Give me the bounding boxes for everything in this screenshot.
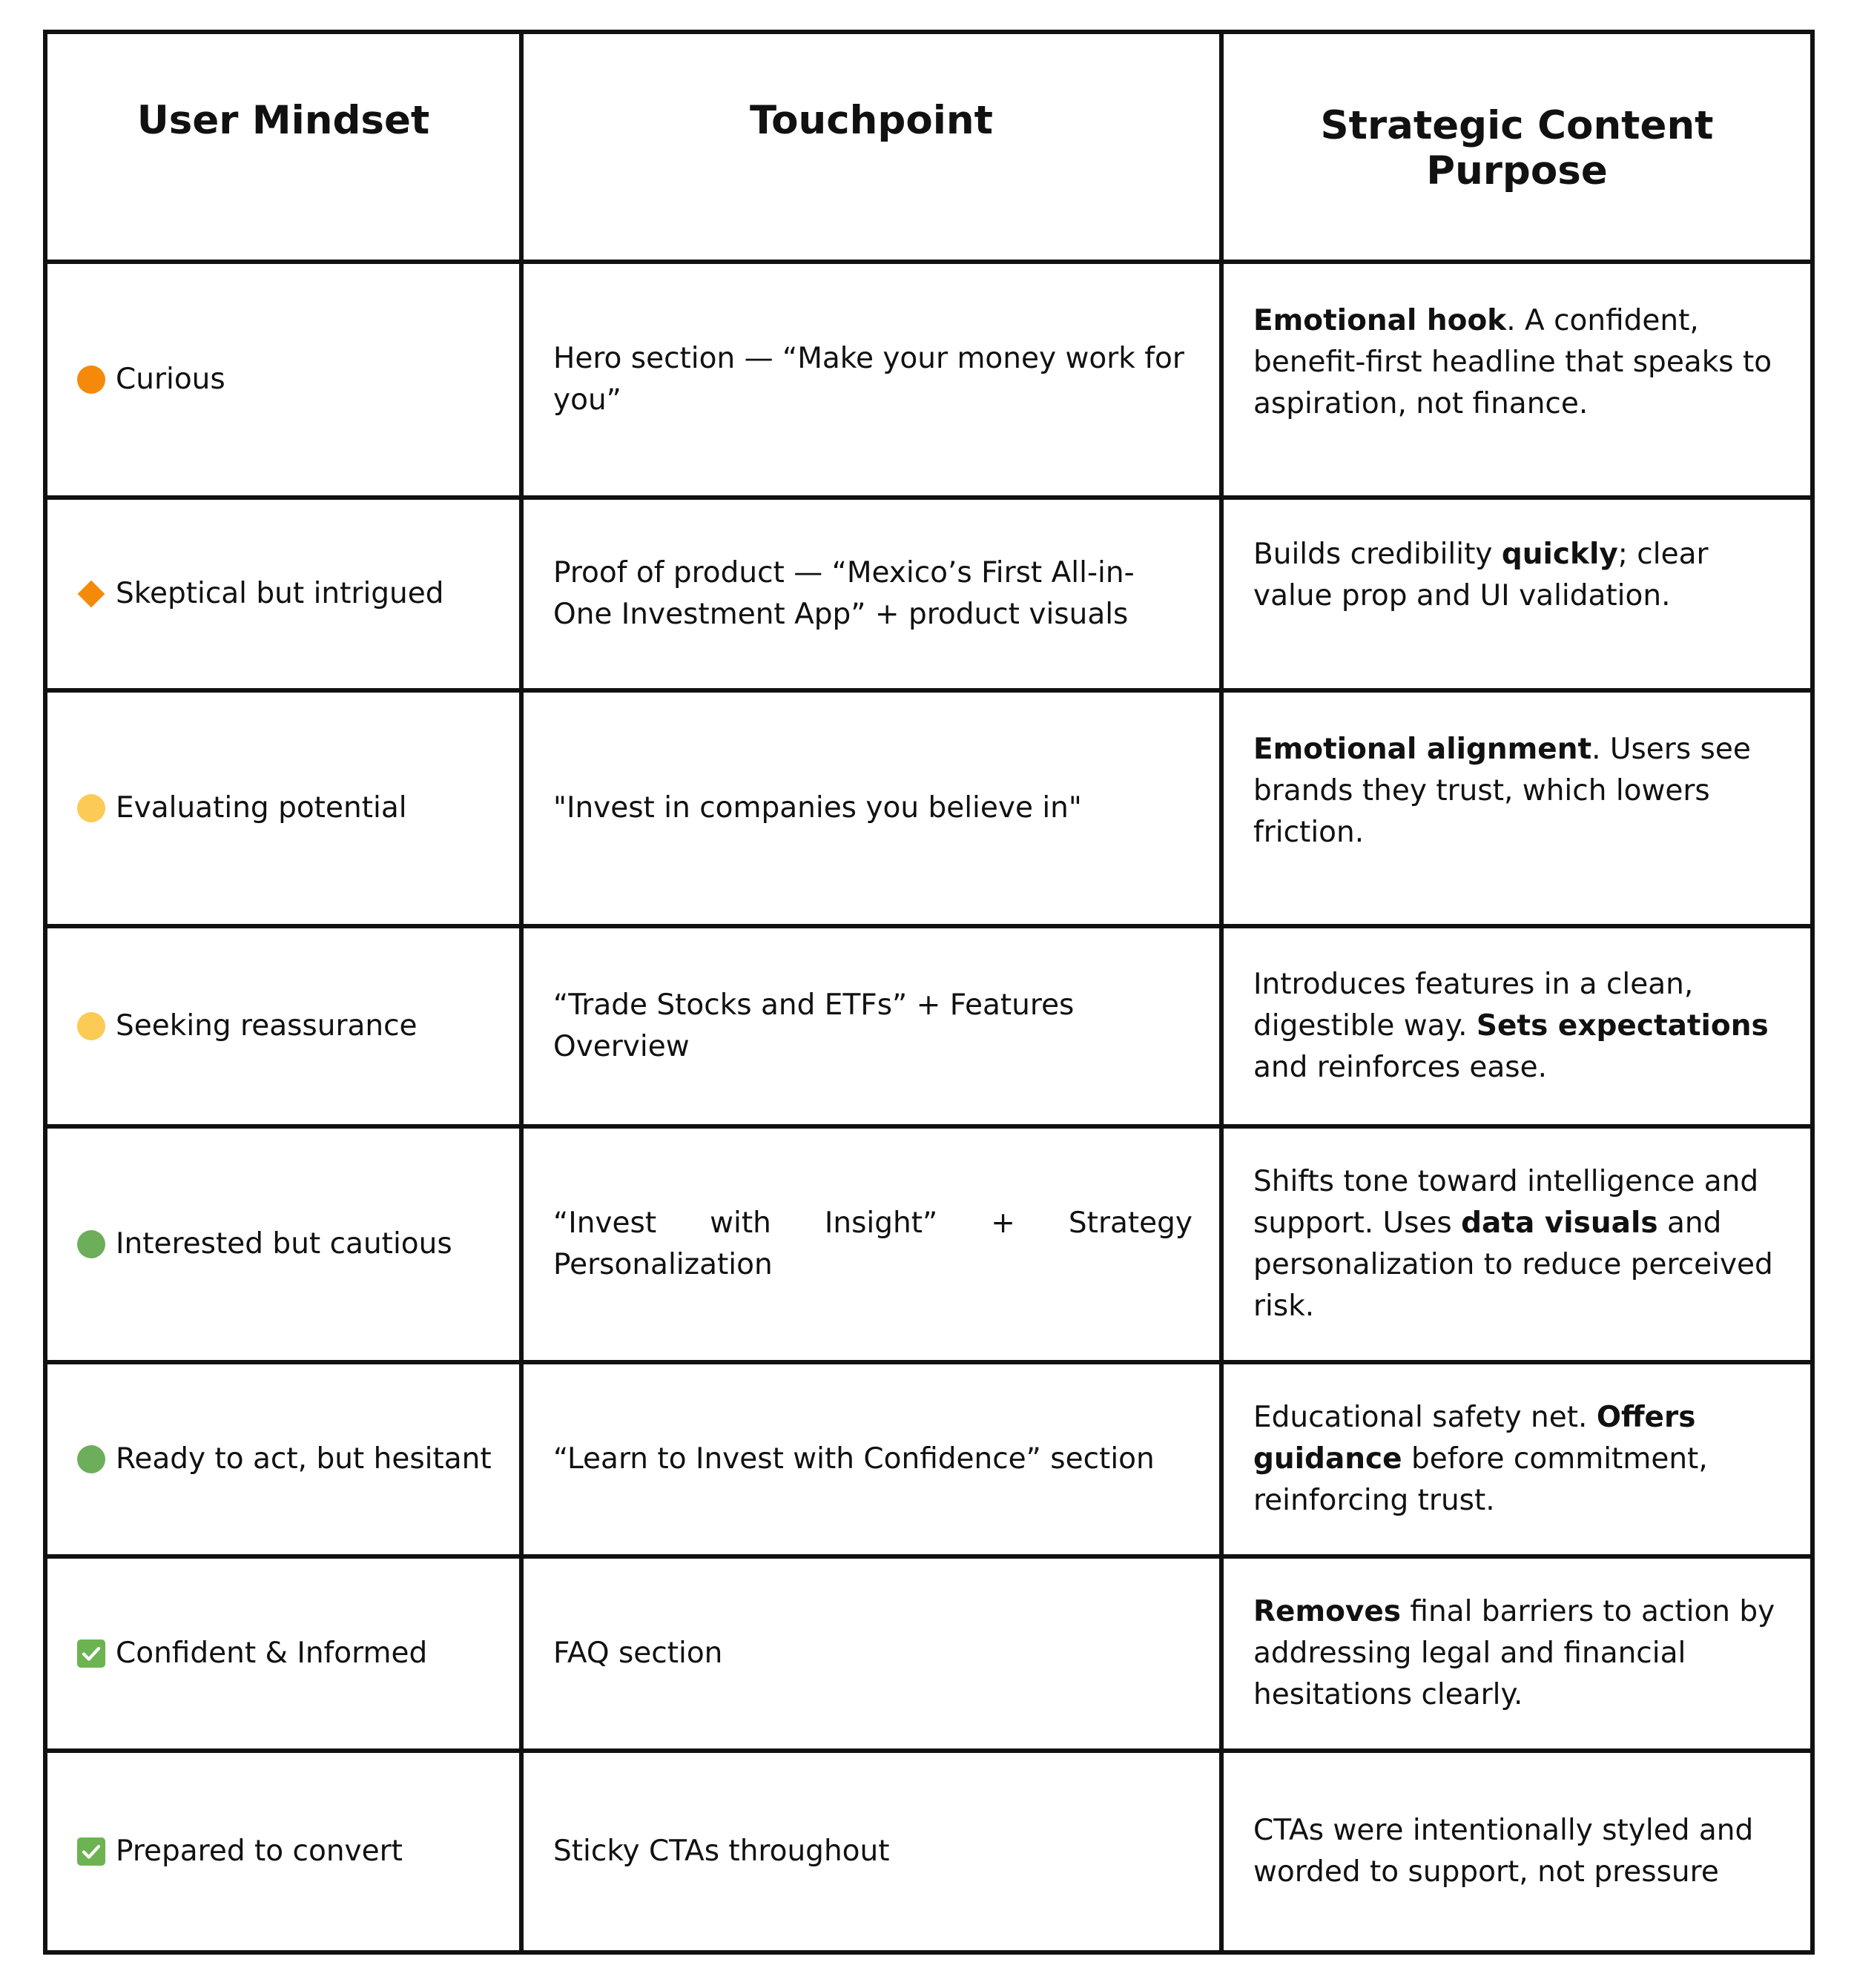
touchpoint-cell: FAQ section [521,1556,1221,1751]
mindset-cell [45,1556,521,1751]
check-mark-icon [77,1639,105,1668]
purpose-cell [1221,498,1812,690]
table-row [45,926,1812,1126]
green-circle-icon [77,1230,105,1258]
table-row [45,1126,1812,1362]
purpose-cell [1221,1556,1812,1751]
header-strategic-content-purpose: Strategic Content Purpose [1221,32,1812,262]
mindset-cell [45,926,521,1126]
purpose-cell [1221,1362,1812,1556]
table-row [45,690,1812,926]
purpose-text: . A confident, benefit-first headline that speaks to aspiration, not finance. [1253,304,1772,420]
header-touchpoint: Touchpoint [521,32,1221,262]
purpose-bold: Removes [1253,1595,1401,1628]
purpose-text: and personalization to reduce perceived risk. [1253,1206,1773,1323]
touchpoint-cell: “Trade Stocks and ETFs” + Features Overview [521,926,1221,1126]
touchpoint-cell: Proof of product — “Mexico’s First All-in-One Investment App” + product visuals [521,498,1221,690]
mindset-cell [45,1751,521,1952]
purpose-text: Builds credibility [1253,538,1502,571]
yellow-circle-icon [77,1012,105,1040]
purpose-bold: Emotional hook [1253,304,1507,337]
purpose-text: ; clear value prop and UI validation. [1253,538,1709,612]
mindset-label: Ready to act, but hesitant [116,1442,492,1476]
table-row [45,1362,1812,1556]
mindset-cell [45,1362,521,1556]
green-circle-icon [77,1445,105,1473]
touchpoint-cell: "Invest in companies you believe in" [521,690,1221,926]
purpose-bold: quickly [1501,538,1618,571]
table-row [45,262,1812,498]
purpose-cell [1221,1126,1812,1362]
mindset-label: Interested but cautious [116,1227,452,1261]
purpose-cell [1221,262,1812,498]
purpose-text: final barriers to action by addressing legal and financial hesitations clearly. [1253,1595,1775,1711]
touchpoint-cell: “Learn to Invest with Confidence” section [521,1362,1221,1556]
purpose-text: Educational safety net. [1253,1401,1597,1434]
purpose-text: and reinforces ease. [1253,1051,1548,1084]
table-row [45,1751,1812,1952]
mindset-label: Skeptical but intrigued [116,577,444,610]
purpose-text: Shifts tone toward intelligence and support. Uses [1253,1165,1759,1240]
table-row [45,1556,1812,1751]
mindset-label: Confident & Informed [116,1637,428,1670]
touchpoint-cell: Sticky CTAs throughout [521,1751,1221,1952]
touchpoint-cell: Hero section — “Make your money work for you” [521,262,1221,498]
purpose-text: CTAs were intentionally styled and worded to support, not pressure [1253,1814,1754,1889]
purpose-bold: Offers guidance [1253,1401,1696,1476]
purpose-cell [1221,926,1812,1126]
check-mark-icon [77,1837,105,1866]
purpose-bold: data visuals [1461,1206,1658,1240]
orange-diamond-icon [77,580,105,608]
purpose-text: before commitment, reinforcing trust. [1253,1442,1708,1517]
purpose-bold: Sets expectations [1476,1009,1769,1043]
mindset-cell [45,262,521,498]
yellow-circle-icon [77,794,105,822]
mindset-label: Curious [116,363,225,396]
purpose-cell [1221,690,1812,926]
mindset-cell [45,1126,521,1362]
orange-circle-icon [77,366,105,394]
purpose-bold: Emotional alignment [1253,733,1592,766]
mindset-label: Evaluating potential [116,791,407,825]
touchpoint-cell: “Invest with Insight” + Strategy Personalization [521,1126,1221,1362]
mindset-label: Seeking reassurance [116,1009,418,1043]
mindset-cell [45,690,521,926]
header-row [45,32,1812,262]
customer-journey-table [43,30,1815,1955]
purpose-text: . Users see brands they trust, which lowers friction. [1253,733,1751,849]
header-user-mindset: User Mindset [45,32,521,262]
purpose-text: Introduces features in a clean, digestible way. [1253,968,1694,1043]
mindset-cell [45,498,521,690]
table-row [45,498,1812,690]
purpose-cell [1221,1751,1812,1952]
mindset-label: Prepared to convert [116,1835,403,1868]
